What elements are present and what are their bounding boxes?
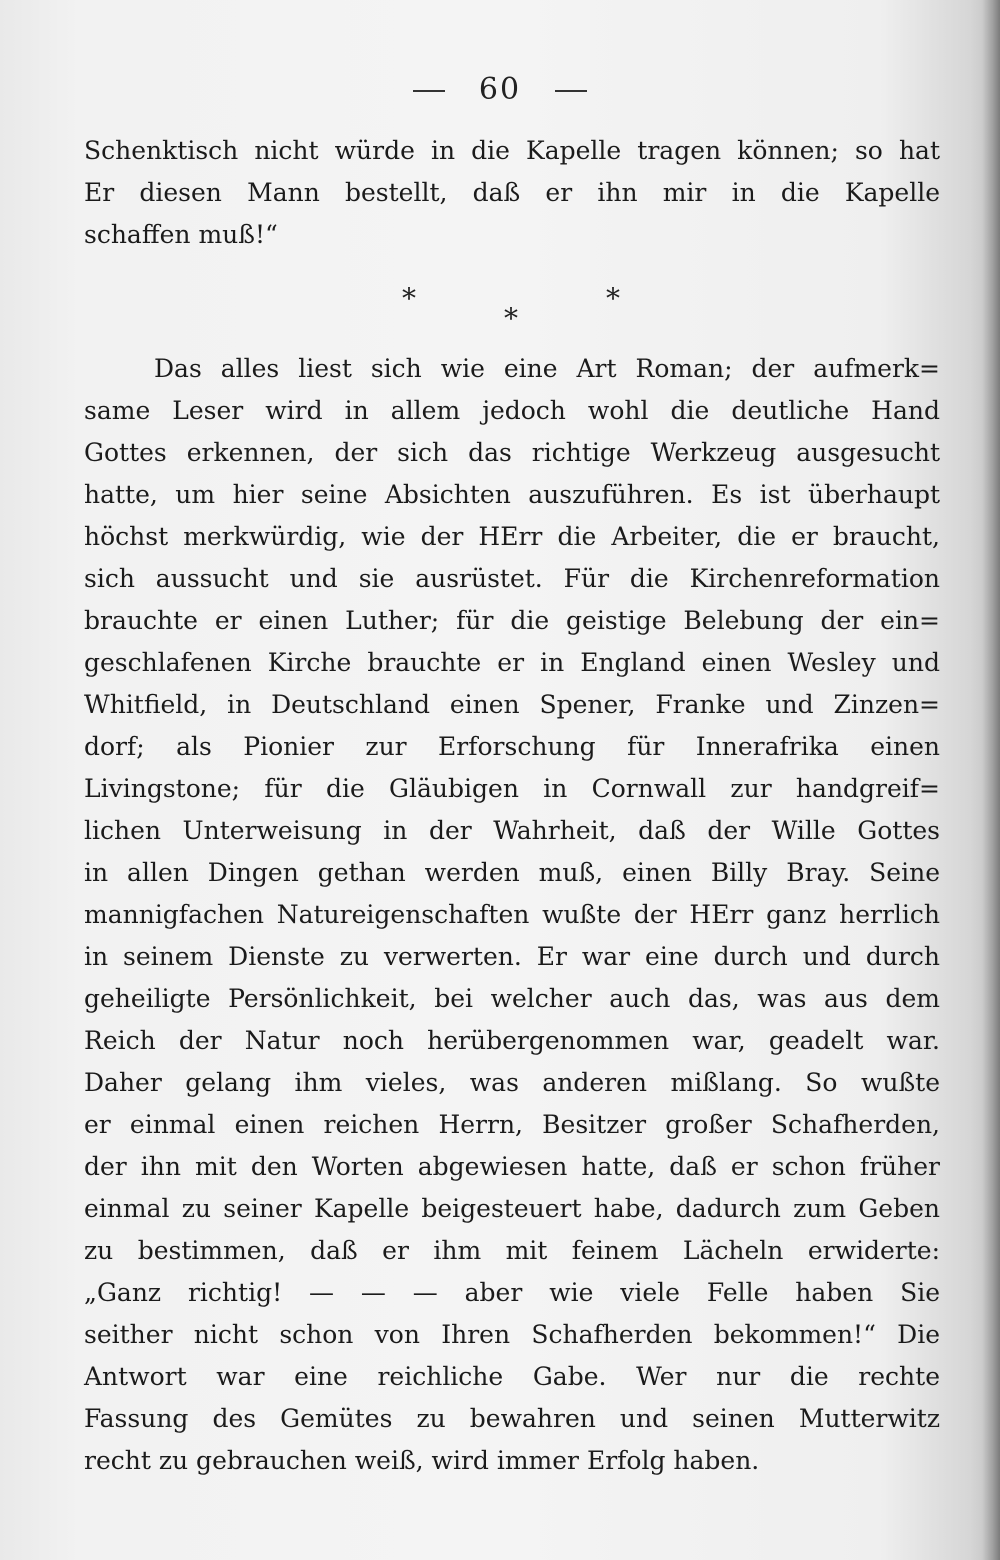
asterisk-right: * [606, 282, 620, 315]
text-line: „Ganz richtig! — — — aber wie viele Felle haben Sie [84, 1278, 940, 1307]
text-line: recht zu gebrauchen weiß, wird immer Erfolg haben. [84, 1446, 760, 1475]
page-binding-shadow [982, 0, 1000, 1560]
text-line: in seinem Dienste zu verwerten. Er war eine durch und durch [84, 942, 940, 971]
text-line: sich aussucht und sie ausrüstet. Für die Kirchenreformation [84, 564, 940, 593]
text-line: Das alles liest sich wie eine Art Roman; der aufmerk= [154, 354, 940, 383]
text-line: schaffen muß!“ [84, 220, 278, 249]
text-line: zu bestimmen, daß er ihm mit feinem Lächeln erwiderte: [84, 1236, 940, 1265]
text-line: Reich der Natur noch herübergenommen war, geadelt war. [84, 1026, 940, 1055]
text-line: der ihn mit den Worten abgewiesen hatte, daß er schon früher [84, 1152, 940, 1181]
text-line: Schenktisch nicht würde in die Kapelle tragen können; so hat [84, 136, 940, 165]
text-line: Gottes erkennen, der sich das richtige Werkzeug ausgesucht [84, 438, 940, 467]
text-line: Daher gelang ihm vieles, was anderen mißlang. So wußte [84, 1068, 940, 1097]
text-line: mannigfachen Natureigenschaften wußte der HErr ganz herrlich [84, 900, 940, 929]
text-line: geheiligte Persönlichkeit, bei welcher auch das, was aus dem [84, 984, 940, 1013]
text-line: Whitfield, in Deutschland einen Spener, Franke und Zinzen= [84, 690, 940, 719]
text-line: lichen Unterweisung in der Wahrheit, daß der Wille Gottes [84, 816, 940, 845]
text-line: er einmal einen reichen Herrn, Besitzer großer Schafherden, [84, 1110, 940, 1139]
text-line: brauchte er einen Luther; für die geistige Belebung der ein= [84, 606, 940, 635]
text-line: einmal zu seiner Kapelle beigesteuert habe, dadurch zum Geben [84, 1194, 940, 1223]
asterisk-left: * [402, 282, 416, 315]
paragraph-main [84, 348, 940, 1482]
text-line: same Leser wird in allem jedoch wohl die deutliche Hand [84, 396, 940, 425]
header-dash-right [555, 90, 587, 92]
text-line: Antwort war eine reichliche Gabe. Wer nur die rechte [84, 1362, 940, 1391]
section-divider-asterism [0, 282, 1000, 335]
page-header [0, 72, 1000, 107]
text-line: seither nicht schon von Ihren Schafherden bekommen!“ Die [84, 1320, 940, 1349]
text-line: höchst merkwürdig, wie der HErr die Arbeiter, die er braucht, [84, 522, 940, 551]
text-line: in allen Dingen gethan werden muß, einen Billy Bray. Seine [84, 858, 940, 887]
page-number: 60 [478, 72, 522, 107]
text-line: Livingstone; für die Gläubigen in Cornwall zur handgreif= [84, 774, 940, 803]
text-line: hatte, um hier seine Absichten auszuführen. Es ist überhaupt [84, 480, 940, 509]
header-dash-left [413, 90, 445, 92]
text-line: Er diesen Mann bestellt, daß er ihn mir in die Kapelle [84, 178, 940, 207]
text-line: geschlafenen Kirche brauchte er in England einen Wesley und [84, 648, 940, 677]
text-line: Fassung des Gemütes zu bewahren und seinen Mutterwitz [84, 1404, 940, 1433]
asterisk-bottom: * [504, 302, 518, 335]
paragraph-continuation [84, 130, 940, 256]
text-line: dorf; als Pionier zur Erforschung für Innerafrika einen [84, 732, 940, 761]
